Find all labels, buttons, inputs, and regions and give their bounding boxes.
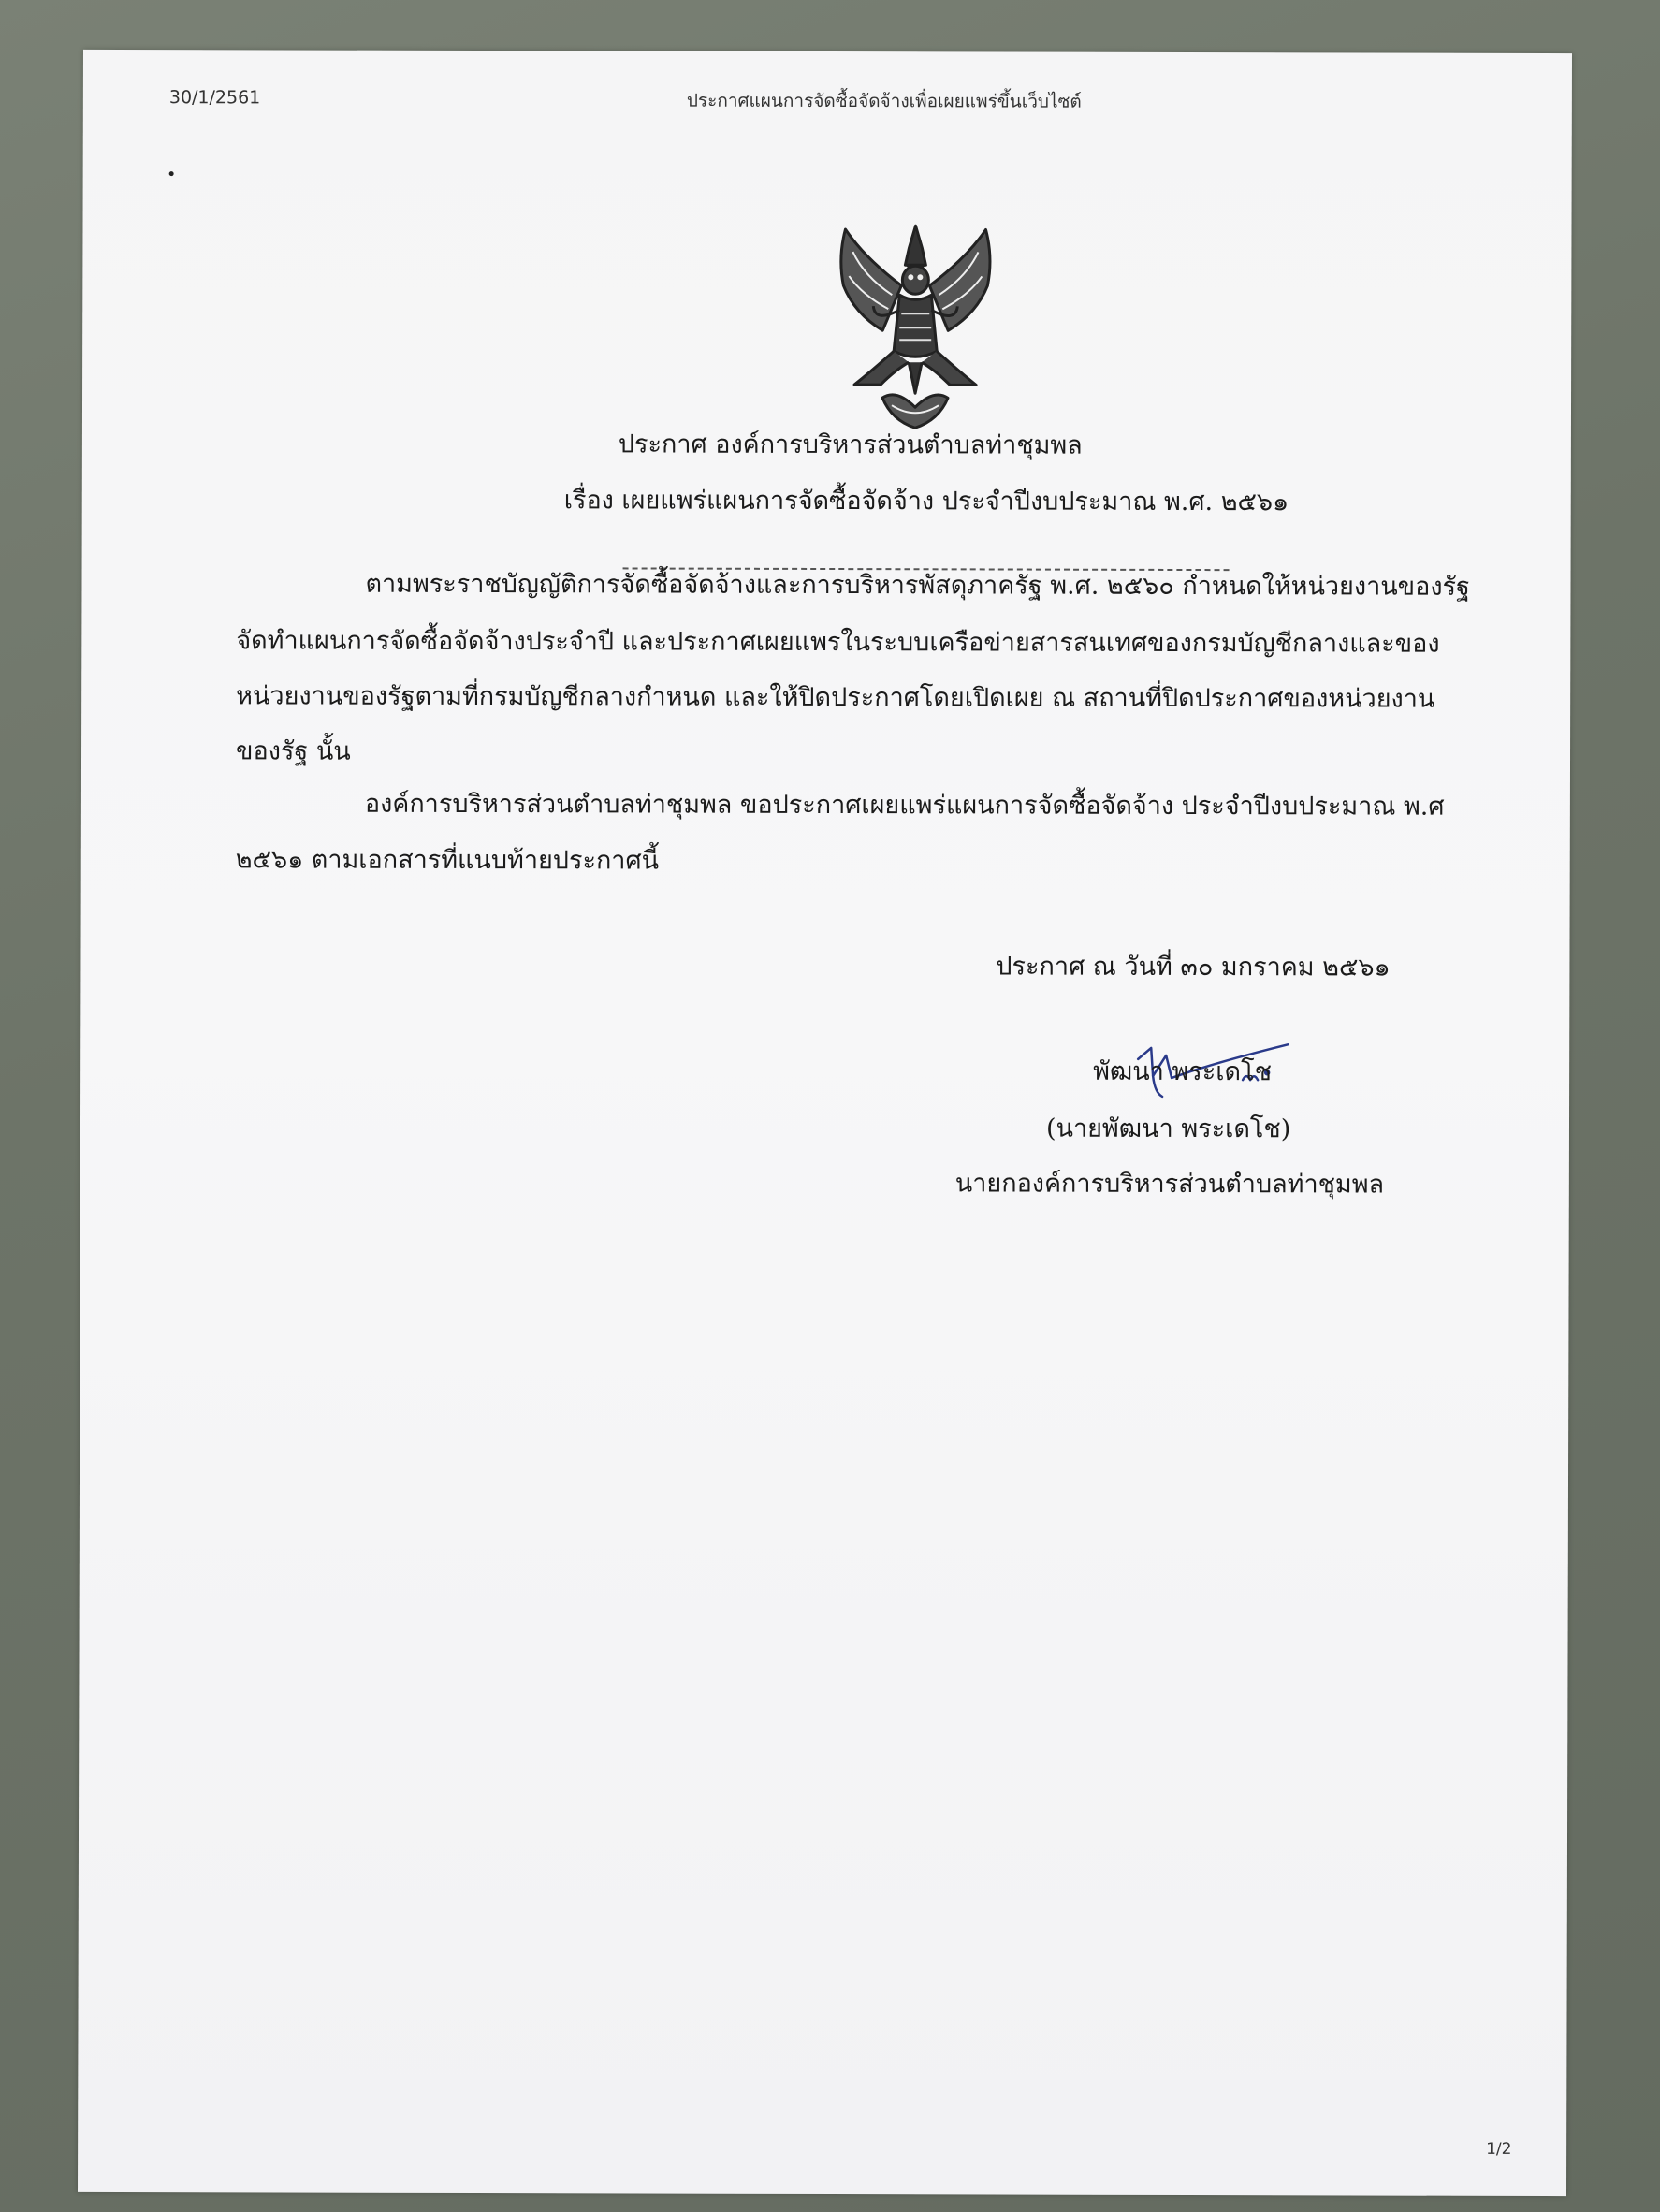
announcement-title: ประกาศ องค์การบริหารส่วนตำบลท่าชุมพล <box>618 429 1083 460</box>
announcement-subject: เรื่อง เผยแพร่แผนการจัดซื้อจัดจ้าง ประจำปีงบประมาณ พ.ศ. ๒๕๖๑ <box>563 486 1289 517</box>
document-page <box>78 50 1572 2196</box>
print-date: 30/1/2561 <box>168 87 261 109</box>
garuda-emblem-icon <box>826 220 1005 431</box>
paragraph-line: หน่วยงานของรัฐตามที่กรมบัญชีกลางกำหนด และให้ปิดประกาศโดยเปิดเผย ณ สถานที่ปิดประกาศของหน่วยงาน <box>236 681 1435 714</box>
paragraph-line: ๒๕๖๑ ตามเอกสารที่แนบท้ายประกาศนี้ <box>235 845 660 876</box>
ink-dot <box>169 171 174 176</box>
signer-full-name: (นายพัฒนา พระเดโช) <box>1045 1113 1291 1144</box>
paragraph-line: ของรัฐ นั้น <box>235 736 351 766</box>
signer-position: นายกองค์การบริหารส่วนตำบลท่าชุมพล <box>954 1169 1385 1200</box>
announcement-date: ประกาศ ณ วันที่ ๓๐ มกราคม ๒๕๖๑ <box>996 952 1391 982</box>
paragraph-line: องค์การบริหารส่วนตำบลท่าชุมพล ขอประกาศเผยแพร่แผนการจัดซื้อจัดจ้าง ประจำปีงบประมาณ พ.ศ <box>364 789 1445 822</box>
page-number: 1/2 <box>1486 2139 1512 2159</box>
web-title: ประกาศแผนการจัดซื้อจัดจ้างเพื่อเผยแพร่ขึ้นเว็บไซต์ <box>686 90 1082 112</box>
paragraph-line: จัดทำแผนการจัดซื้อจัดจ้างประจำปี และประกาศเผยแพรในระบบเครือข่ายสารสนเทศของกรมบัญชีกลางและของ <box>236 626 1440 659</box>
signer-name: พัฒนา พระเดโช <box>1093 1056 1272 1087</box>
paragraph-line: ตามพระราชบัญญัติการจัดซื้อจัดจ้างและการบริหารพัสดุภาครัฐ พ.ศ. ๒๕๖๐ กำหนดให้หน่วยงานของรัฐ <box>365 569 1471 602</box>
